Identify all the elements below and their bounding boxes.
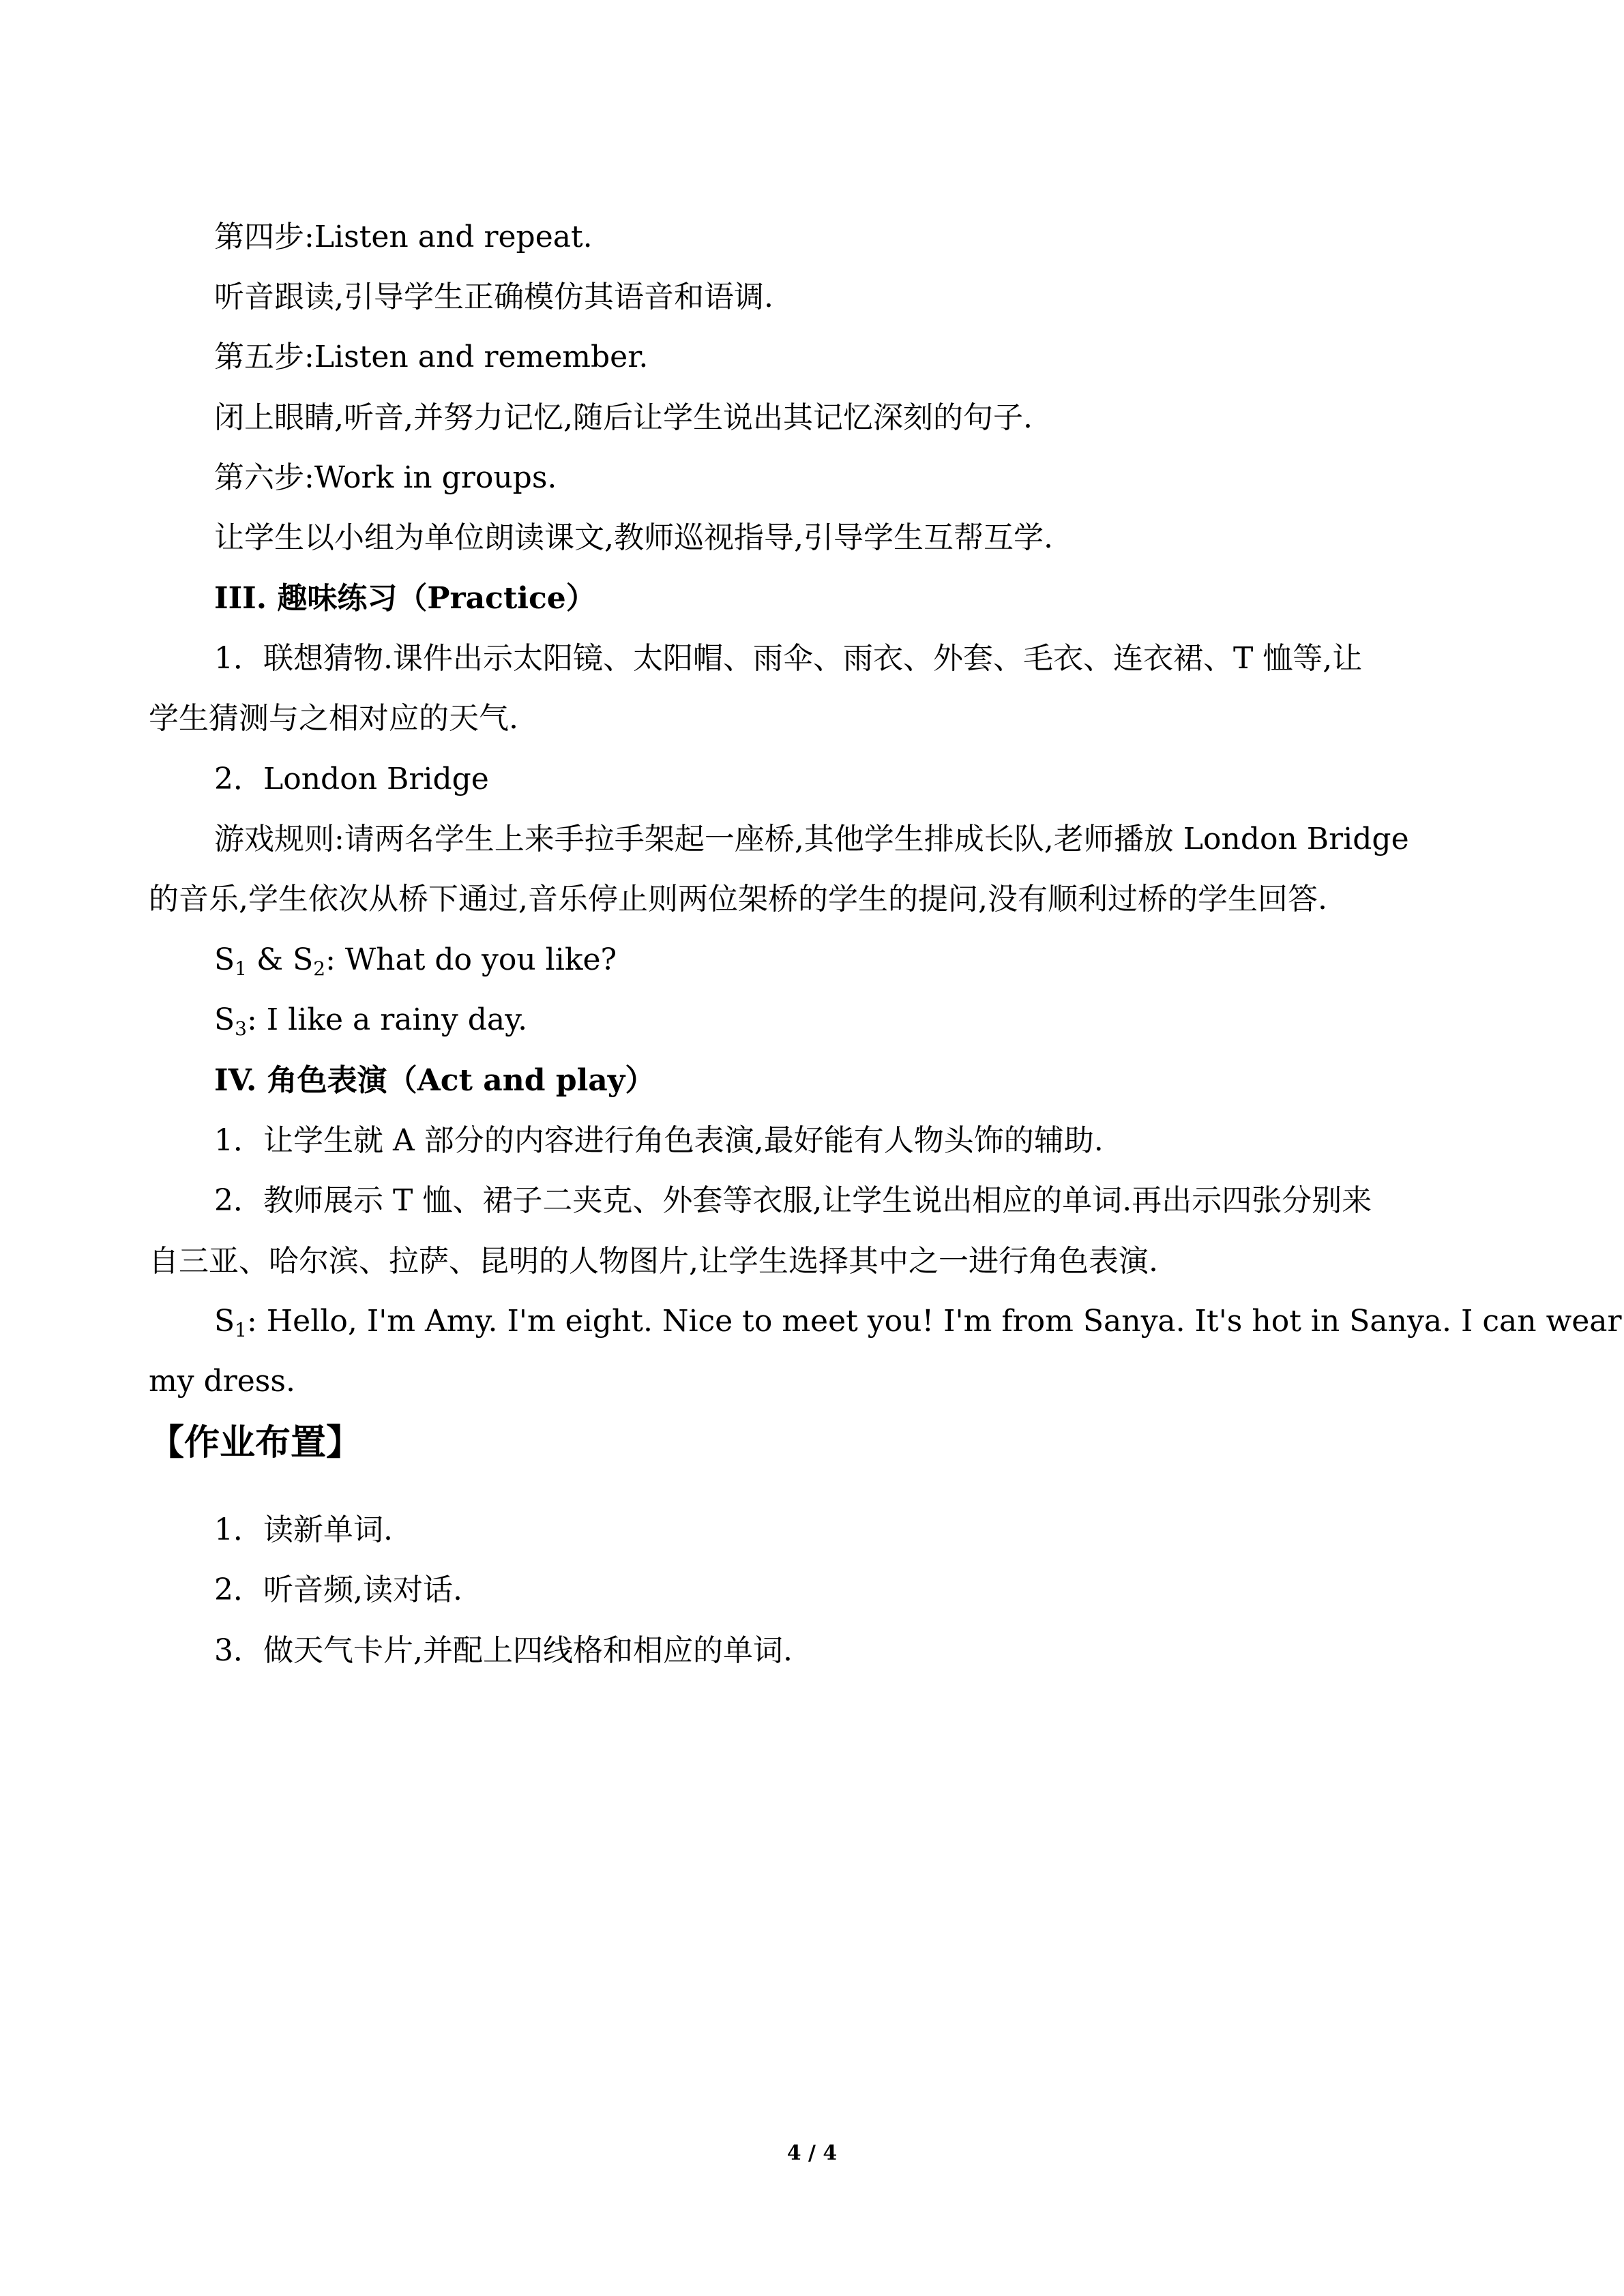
game-rules-line-2: 的音乐,学生依次从桥下通过,音乐停止则两位架桥的学生的提问,没有顺利过桥的学生回答. [149, 882, 1327, 916]
step-five-description: 闭上眼睛,听音,并努力记忆,随后让学生说出其记忆深刻的句子. [214, 400, 1033, 435]
homework-heading: 【作业布置】 [149, 1422, 362, 1463]
homework-item-2: 2．听音频,读对话. [214, 1572, 462, 1607]
homework-item-1: 1．读新单词. [214, 1512, 393, 1547]
section-act-and-play-heading: IV. 角色表演（Act and play） [214, 1063, 655, 1098]
role-play-dialogue-line-2: my dress. [149, 1364, 295, 1399]
act-item-1: 1．让学生就 A 部分的内容进行角色表演,最好能有人物头饰的辅助. [214, 1123, 1104, 1158]
step-four-line: 第四步:Listen and repeat. [214, 220, 593, 254]
step-six-line: 第六步:Work in groups. [214, 460, 557, 495]
practice-item-1-line-1: 1．联想猜物.课件出示太阳镜、太阳帽、雨伞、雨衣、外套、毛衣、连衣裙、T 恤等,让 [214, 641, 1363, 676]
dialogue-line-1: $S_1$ & $S_2$: What do you like? [214, 942, 617, 980]
step-five-line: 第五步:Listen and remember. [214, 340, 649, 374]
step-six-description: 让学生以小组为单位朗读课文,教师巡视指导,引导学生互帮互学. [214, 520, 1053, 555]
practice-item-1-line-2: 学生猜测与之相对应的天气. [149, 701, 518, 736]
step-four-description: 听音跟读,引导学生正确模仿其语音和语调. [214, 280, 773, 314]
game-rules-line-1: 游戏规则:请两名学生上来手拉手架起一座桥,其他学生排成长队,老师播放 London Bridge [214, 822, 1409, 856]
role-play-dialogue-line-1: $S_1$: Hello, I'm Amy. I'm eight. Nice to meet you! I'm from Sanya. It's hot in Sanya. I can wear [214, 1304, 1622, 1341]
act-item-2-line-2: 自三亚、哈尔滨、拉萨、昆明的人物图片,让学生选择其中之一进行角色表演. [149, 1244, 1158, 1279]
dialogue-line-2: $S_3$: I like a rainy day. [214, 1002, 528, 1040]
section-practice-heading: III. 趣味练习（Practice） [214, 581, 596, 616]
practice-item-2-title: 2．London Bridge [214, 762, 489, 796]
act-item-2-line-1: 2．教师展示 T 恤、裙子二夹克、外套等衣服,让学生说出相应的单词.再出示四张分别来 [214, 1183, 1372, 1218]
page-number: 4 / 4 [786, 2141, 838, 2165]
homework-item-3: 3．做天气卡片,并配上四线格和相应的单词. [214, 1633, 793, 1668]
